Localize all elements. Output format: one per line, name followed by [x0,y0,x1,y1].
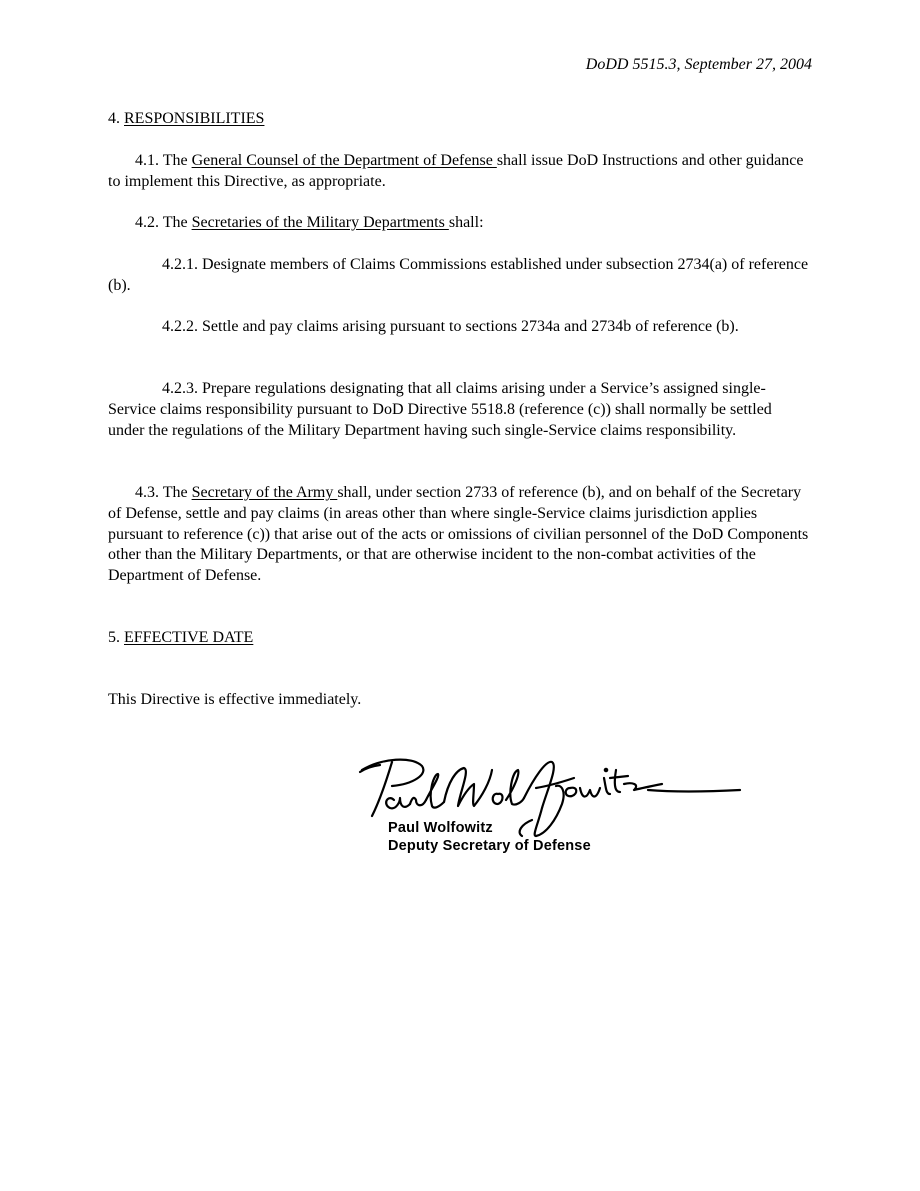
paragraph-4-3-text: shall, under section 2733 of reference (b), and on behalf of the Secretary of Defense, settle and pay claims (in areas other than where single-Service claims jurisdiction applies pursuant to reference (c)) that arise out of the acts or omissions of civilian personnel of the DoD Components other than the Military Departments, or that are otherwise incident to the non-combat activities of the Department of Defense. [108,484,809,585]
section-5-title: EFFECTIVE DATE [124,629,254,646]
section-5-body [108,690,812,711]
paragraph-4-1 [108,151,812,193]
paragraph-4-1-prefix: 4.1. The [135,152,192,169]
section-5-heading [108,628,812,649]
paragraph-4-2-3 [108,379,812,441]
paragraph-4-2-1-text: 4.2.1. Designate members of Claims Commissions established under subsection 2734(a) of reference (b). [108,256,809,294]
paragraph-4-2-text: shall: [448,214,484,231]
section-4-number: 4. [108,110,124,127]
paragraph-4-3 [108,483,812,587]
section-4-heading [108,109,812,130]
paragraph-4-3-entity: Secretary of the Army [191,484,338,501]
paragraph-4-1-text: shall issue DoD Instructions and other guidance to implement this Directive, as appropriate. [108,152,804,190]
section-4-title: RESPONSIBILITIES [124,110,265,127]
paragraph-4-2-2-text: 4.2.2. Settle and pay claims arising pursuant to sections 2734a and 2734b of reference (b). [162,318,739,335]
paragraph-4-2-entity: Secretaries of the Military Departments [191,214,449,231]
paragraph-4-2 [108,213,812,234]
effective-date-text: This Directive is effective immediately. [108,691,362,708]
paragraph-4-2-prefix: 4.2. The [135,214,192,231]
paragraph-4-3-prefix: 4.3. The [135,484,192,501]
paragraph-4-1-entity: General Counsel of the Department of Defense [191,152,497,169]
signatory-title: Deputy Secretary of Defense [388,838,591,854]
signature-block [352,748,752,858]
paragraph-4-2-2 [108,317,812,338]
document-reference: DoDD 5515.3, September 27, 2004 [585,56,812,73]
signatory-name: Paul Wolfowitz [388,820,493,836]
section-5-number: 5. [108,629,124,646]
paragraph-4-2-3-text: 4.2.3. Prepare regulations designating that all claims arising under a Service’s assigned single-Service claims responsibility pursuant to DoD Directive 5518.8 (reference (c)) shall normally be settled under the regulations of the Military Department having such single-Service claims responsibility. [108,380,772,439]
paragraph-4-2-1 [108,255,812,297]
